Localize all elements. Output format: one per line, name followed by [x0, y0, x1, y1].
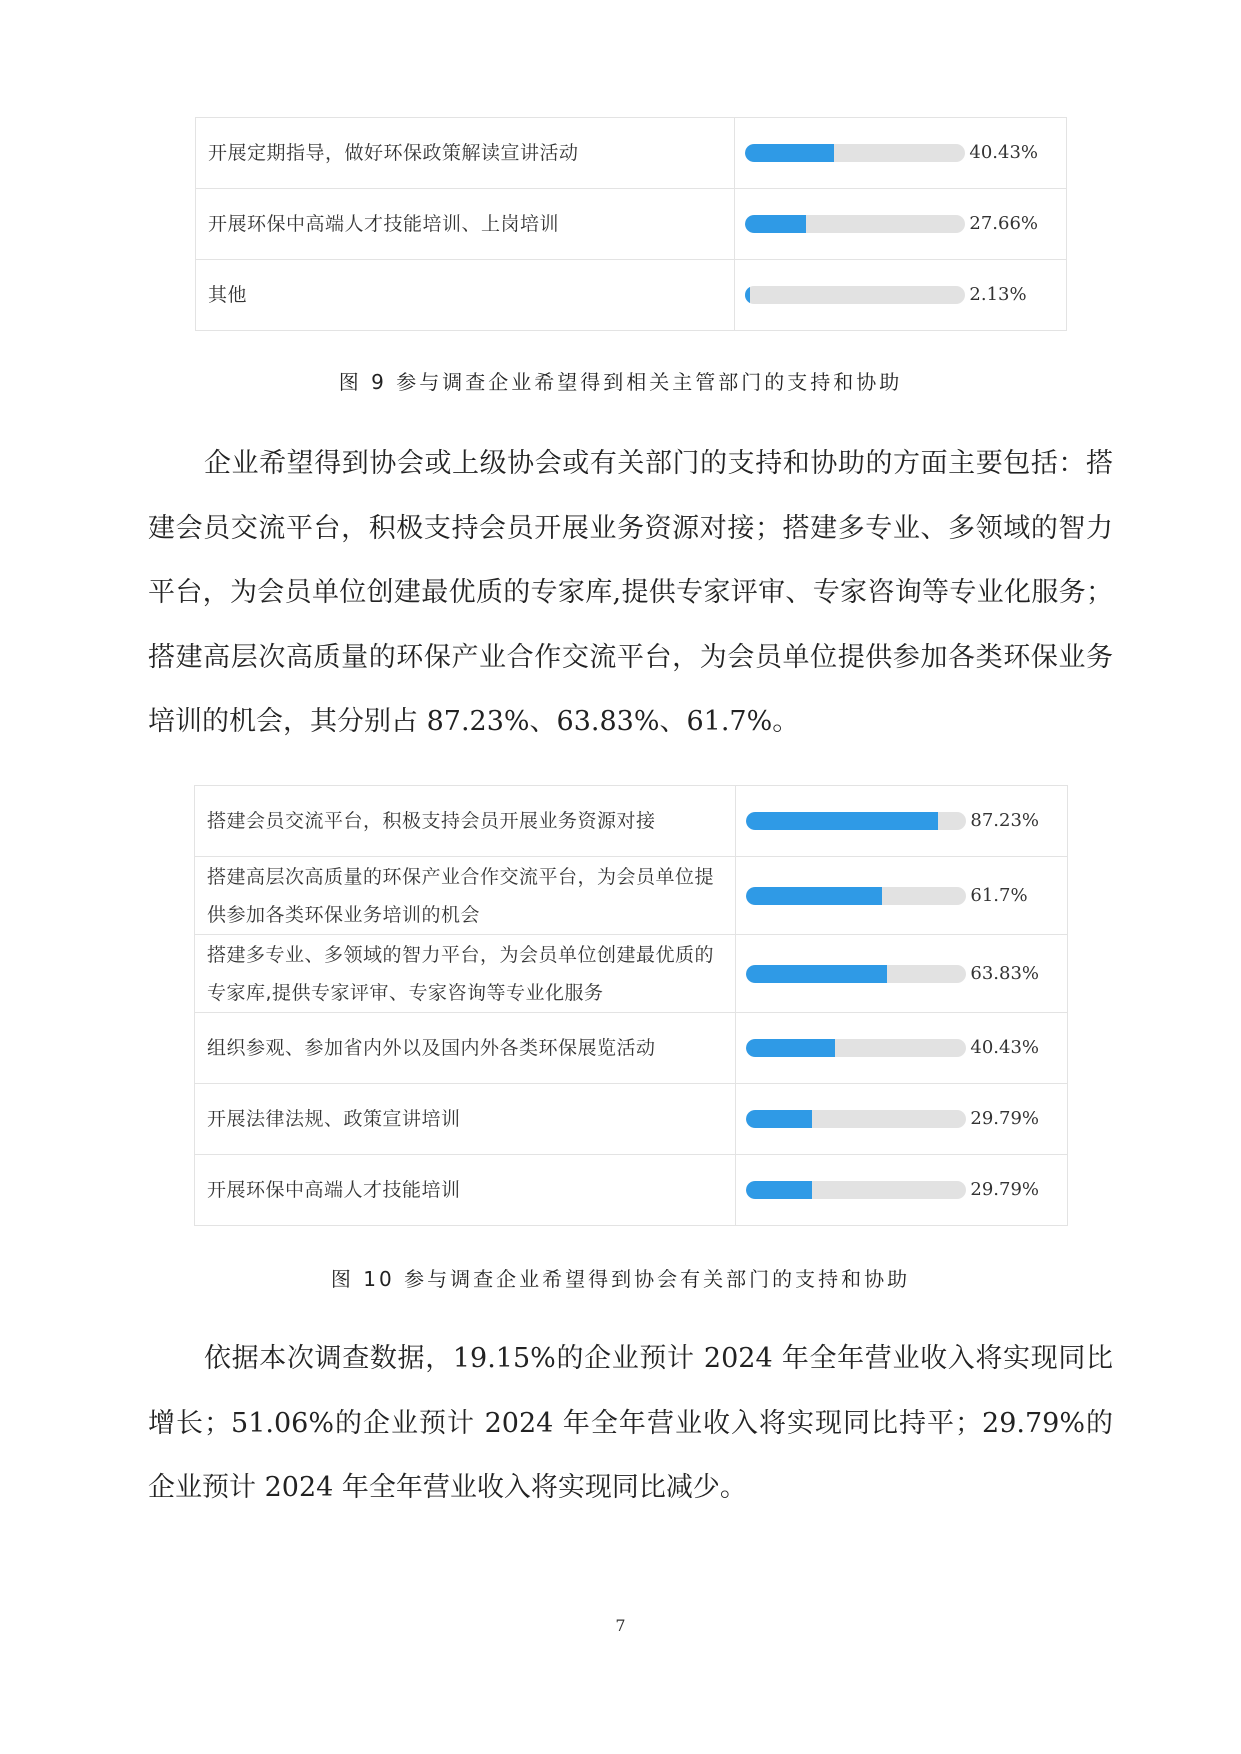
row-label: 搭建高层次高质量的环保产业合作交流平台，为会员单位提供参加各类环保业务培训的机会 — [195, 857, 736, 935]
bar-cell — [735, 260, 1067, 331]
percent-label: 40.43% — [970, 1037, 1040, 1058]
table-row — [196, 118, 1067, 189]
bar-fill — [746, 965, 886, 983]
paragraph-revenue-forecast: 依据本次调查数据，19.15%的企业预计 2024 年全年营业收入将实现同比增长；51.06%的企业预计 2024 年全年营业收入将实现同比持平；29.79%的企业预计 2024 年全年营业收入将实现同比减少。 — [148, 1343, 1113, 1503]
bar-fill — [746, 887, 882, 905]
table-row — [195, 1013, 1068, 1084]
bar-track — [746, 887, 966, 905]
table-row — [196, 260, 1067, 331]
bar-fill — [746, 1039, 835, 1057]
bar-fill — [745, 286, 750, 304]
percent-label: 63.83% — [970, 962, 1040, 984]
percent-label: 27.66% — [969, 213, 1039, 234]
bar-track — [746, 1039, 966, 1057]
table-row — [195, 1155, 1068, 1226]
figure9-caption: 图 9 参与调查企业希望得到相关主管部门的支持和协助 — [338, 370, 903, 394]
bar-fill — [745, 144, 834, 162]
bar-cell — [735, 189, 1067, 260]
table-row — [195, 857, 1068, 935]
paragraph-support-needs: 企业希望得到协会或上级协会或有关部门的支持和协助的方面主要包括：搭建会员交流平台，积极支持会员开展业务资源对接；搭建多专业、多领域的智力平台，为会员单位创建最优质的专家库,提供专家评审、专家咨询等专业化服务；搭建高层次高质量的环保产业合作交流平台，为会员单位提供参加各类环保业务培训的机会，其分别占 87.23%、63.83%、61.7%。 — [148, 448, 1113, 737]
percent-label: 87.23% — [970, 810, 1040, 831]
table-row — [195, 1084, 1068, 1155]
percent-label: 29.79% — [970, 1108, 1040, 1129]
bar-track — [746, 1181, 966, 1199]
bar-fill — [746, 1110, 812, 1128]
bar-cell — [736, 1013, 1068, 1084]
row-label: 开展环保中高端人才技能培训、上岗培训 — [196, 189, 735, 260]
percent-label: 40.43% — [969, 142, 1039, 163]
table-row — [195, 935, 1068, 1013]
bar-cell — [735, 118, 1067, 189]
percent-label: 2.13% — [969, 284, 1027, 305]
figure9-table — [195, 117, 1067, 331]
row-label: 搭建多专业、多领域的智力平台，为会员单位创建最优质的专家库,提供专家评审、专家咨询等专业化服务 — [195, 935, 736, 1013]
bar-fill — [746, 812, 938, 830]
bar-track — [746, 1110, 966, 1128]
bar-track — [746, 812, 966, 830]
row-label: 开展环保中高端人才技能培训 — [195, 1155, 736, 1226]
bar-cell — [736, 1084, 1068, 1155]
figure10-caption: 图 10 参与调查企业希望得到协会有关部门的支持和协助 — [330, 1267, 911, 1291]
row-label: 组织参观、参加省内外以及国内外各类环保展览活动 — [195, 1013, 736, 1084]
figure10-table — [194, 785, 1068, 1226]
bar-track — [745, 144, 965, 162]
bar-track — [746, 965, 966, 983]
percent-label: 29.79% — [970, 1179, 1040, 1200]
bar-cell — [736, 786, 1068, 857]
percent-label: 61.7% — [970, 884, 1028, 906]
table-row — [196, 189, 1067, 260]
row-label: 开展法律法规、政策宣讲培训 — [195, 1084, 736, 1155]
bar-cell — [736, 935, 1068, 1013]
bar-fill — [746, 1181, 812, 1199]
row-label: 开展定期指导，做好环保政策解读宣讲活动 — [196, 118, 735, 189]
bar-cell — [736, 1155, 1068, 1226]
bar-track — [745, 215, 965, 233]
page-number: 7 — [615, 1616, 626, 1635]
bar-fill — [745, 215, 806, 233]
row-label: 搭建会员交流平台，积极支持会员开展业务资源对接 — [195, 786, 736, 857]
bar-track — [745, 286, 965, 304]
bar-cell — [736, 857, 1068, 935]
table-row — [195, 786, 1068, 857]
row-label: 其他 — [196, 260, 735, 331]
